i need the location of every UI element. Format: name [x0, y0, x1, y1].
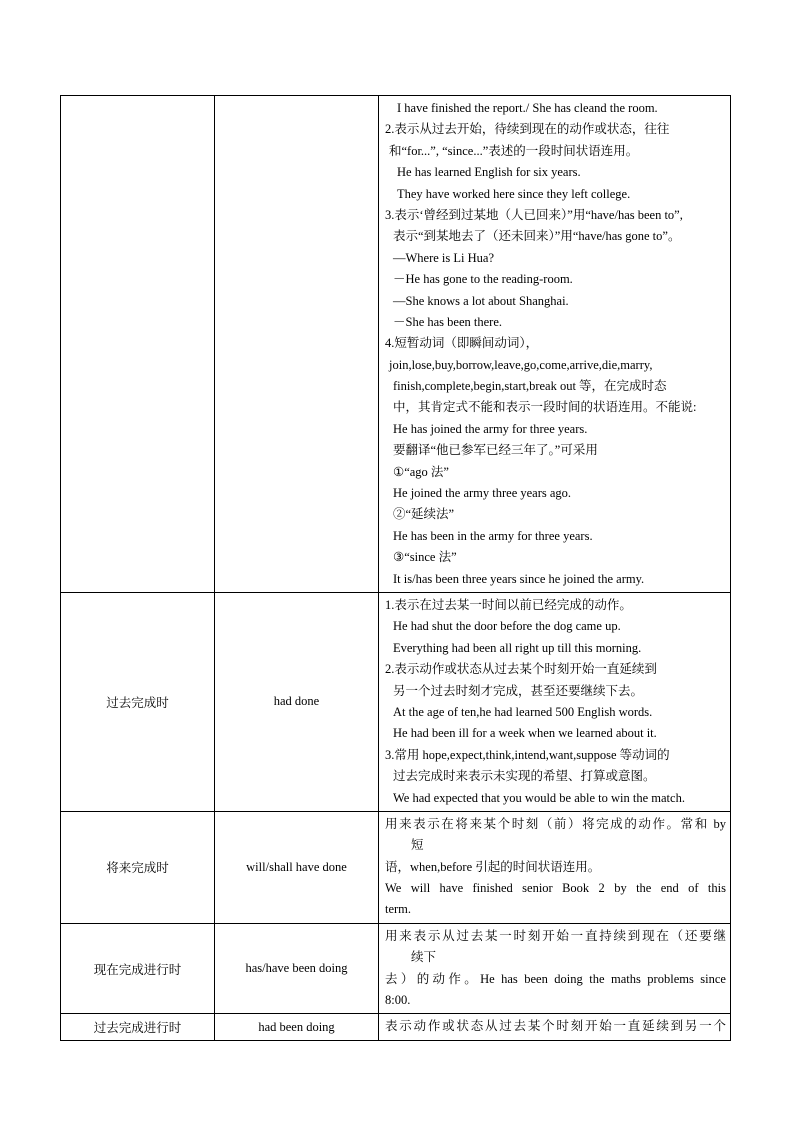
- tense-name-cell: 过去完成时: [61, 592, 215, 811]
- tense-form-cell: had been doing: [215, 1014, 379, 1040]
- table-row: [61, 592, 731, 811]
- usage-line: 8:00.: [385, 993, 411, 1008]
- usage-line: —Where is Li Hua?: [393, 250, 495, 265]
- usage-line: ③“since 法”: [393, 550, 457, 565]
- usage-line: 用来表示在将来某个时刻（前）将完成的动作。常和 by: [385, 816, 726, 831]
- usage-line: 续下: [411, 950, 437, 965]
- usage-line: 2.表示从过去开始，待续到现在的动作或状态，往往: [385, 122, 670, 137]
- usage-line: It is/has been three years since he joined the army.: [393, 571, 645, 586]
- usage-line: finish,complete,begin,start,break out 等，在完成时态: [393, 379, 667, 394]
- usage-line: He has joined the army for three years.: [393, 421, 588, 436]
- tense-form-cell: will/shall have done: [215, 811, 379, 923]
- usage-line: 3.常用 hope,expect,think,intend,want,suppose 等动词的: [385, 747, 670, 762]
- usage-line: 要翻译“他已参军已经三年了。”可采用: [393, 443, 598, 458]
- tense-usage-cell: [379, 592, 731, 811]
- usage-line: 去）的动作。He has been doing the maths problems since: [385, 971, 726, 986]
- usage-line: They have worked here since they left college.: [397, 186, 631, 201]
- usage-line: 语，when,before 引起的时间状语连用。: [385, 859, 601, 874]
- usage-line: We will have finished senior Book 2 by the end of this: [385, 881, 726, 896]
- usage-line: He has learned English for six years.: [397, 165, 581, 180]
- tense-form-cell: had done: [215, 592, 379, 811]
- tense-form-cell: has/have been doing: [215, 923, 379, 1014]
- tense-name-cell: 过去完成进行时: [61, 1014, 215, 1040]
- usage-line: join,lose,buy,borrow,leave,go,come,arrive,die,marry,: [389, 357, 653, 372]
- usage-line: Everything had been all right up till this morning.: [393, 640, 642, 655]
- tense-usage-cell: [379, 96, 731, 593]
- usage-line: 1.表示在过去某一时间以前已经完成的动作。: [385, 597, 632, 612]
- tense-form-cell: [215, 96, 379, 593]
- tense-usage-cell: [379, 811, 731, 923]
- usage-line: We had expected that you would be able to win the match.: [393, 790, 685, 805]
- usage-line: He had shut the door before the dog came up.: [393, 619, 621, 634]
- usage-line: 和“for...”, “since...”表述的一段时间状语连用。: [389, 143, 639, 158]
- tense-name-cell: 将来完成时: [61, 811, 215, 923]
- usage-line: term.: [385, 902, 412, 917]
- usage-line: －He has gone to the reading-room.: [393, 272, 573, 287]
- usage-line: 另一个过去时刻才完成，甚至还要继续下去。: [393, 683, 644, 698]
- table-row: [61, 923, 731, 1014]
- usage-line: —She knows a lot about Shanghai.: [393, 293, 569, 308]
- usage-line: 过去完成时来表示未实现的希望、打算或意图。: [393, 769, 656, 784]
- usage-line: 用来表示从过去某一时刻开始一直持续到现在（还要继: [385, 928, 726, 943]
- usage-line: He has been in the army for three years.: [393, 528, 593, 543]
- usage-line: 表示“到某地去了（还未回来）”用“have/has gone to”。: [393, 229, 681, 244]
- usage-line: 4.短暂动词（即瞬间动词），: [385, 336, 539, 351]
- usage-line: 2.表示动作或状态从过去某个时刻开始一直延续到: [385, 662, 657, 677]
- usage-line: I have finished the report./ She has cleand the room.: [397, 101, 658, 115]
- table-row: [61, 1014, 731, 1040]
- usage-line: 短: [411, 838, 424, 853]
- tense-name-cell: [61, 96, 215, 593]
- usage-line: ①“ago 法”: [393, 464, 449, 479]
- tense-usage-cell: [379, 923, 731, 1014]
- usage-line: 表示动作或状态从过去某个时刻开始一直延续到另一个: [385, 1019, 726, 1034]
- usage-line: 中，其肯定式不能和表示一段时间的状语连用。不能说:: [393, 400, 697, 415]
- tense-usage-cell: [379, 1014, 731, 1040]
- usage-line: ②“延续法”: [393, 507, 455, 522]
- table-row: [61, 96, 731, 593]
- usage-line: He had been ill for a week when we learned about it.: [393, 726, 657, 741]
- table-row: [61, 811, 731, 923]
- grammar-tense-table: [60, 95, 731, 1041]
- usage-line: At the age of ten,he had learned 500 English words.: [393, 704, 653, 719]
- tense-name-cell: 现在完成进行时: [61, 923, 215, 1014]
- usage-line: 3.表示‘曾经到过某地（人已回来）”用“have/has been to”,: [385, 207, 683, 222]
- usage-line: He joined the army three years ago.: [393, 486, 572, 501]
- usage-line: －She has been there.: [393, 314, 502, 329]
